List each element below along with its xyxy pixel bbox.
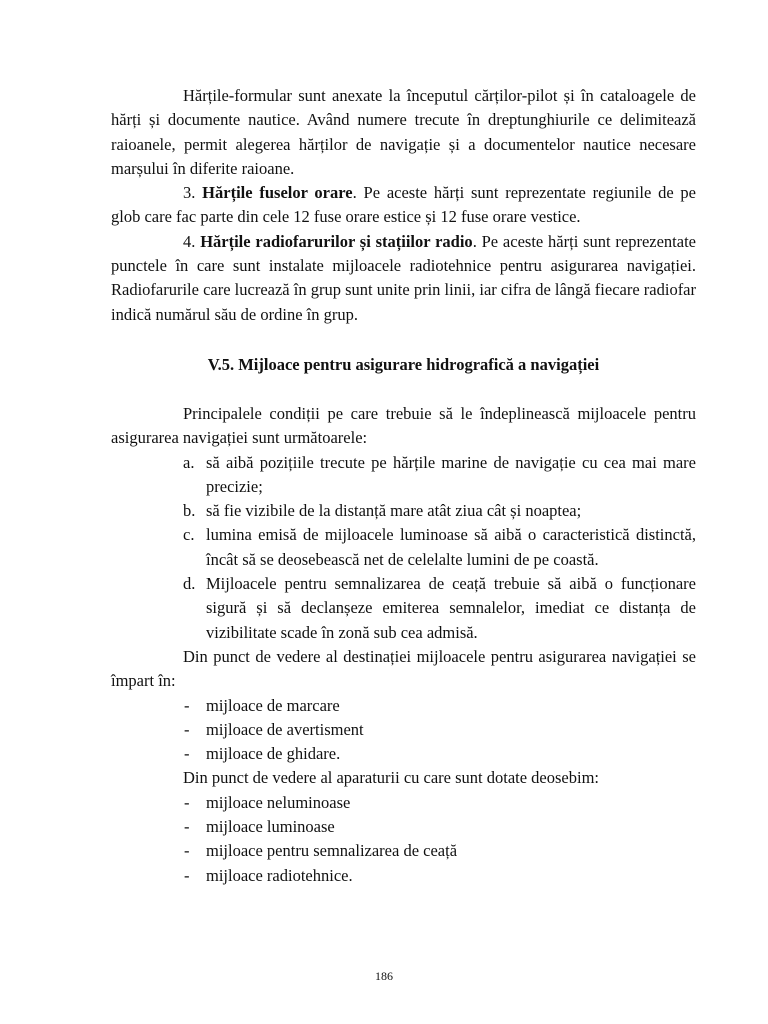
dash-marker: - — [184, 744, 190, 764]
paragraph-radiofaruri — [111, 230, 696, 327]
list-item — [111, 839, 696, 863]
main-section — [111, 402, 696, 888]
list-item — [111, 451, 696, 500]
term-bold: Hărțile fuselor orare — [202, 183, 353, 203]
list-item-text: să fie vizibile de la distanță mare atât ziua cât și noaptea; — [206, 501, 582, 521]
list-item — [111, 718, 696, 742]
list-marker: d. — [183, 574, 196, 594]
list-marker: b. — [183, 501, 196, 521]
item-number: 4. — [183, 231, 196, 251]
term-bold: Hărțile radiofarurilor și stațiilor radio — [200, 231, 473, 251]
list-item-text: mijloace de avertisment — [206, 719, 364, 739]
list-item — [111, 864, 696, 888]
list-item-text: mijloace de marcare — [206, 695, 340, 715]
paragraph-text: . Pe aceste hărți sunt reprezentate regiunile de pe glob care fac parte din cele 12 fuse orare estice și 12 fuse orare vestice. — [111, 183, 697, 227]
dash-marker: - — [184, 841, 190, 861]
top-section — [111, 84, 696, 327]
paragraph-intro: Principalele condiții pe care trebuie să le îndeplinească mijloacele pentru asigurarea navigației sunt următoarele: — [111, 404, 696, 448]
list-item-text: lumina emisă de mijloacele luminoase să aibă o caracteristică distinctă, încât să se deosebească net de celelalte lumini de pe coastă. — [206, 525, 696, 569]
paragraph-text: . Pe aceste hărți sunt reprezentate punctele în care sunt instalate mijloacele radiotehnice pentru asigurarea navigației. Radiofarurile care lucrează în grup sunt unite prin linii, iar cifra de lângă fiecare radiofar indică numărul său de ordine în grup. — [111, 231, 697, 324]
list-item — [111, 572, 696, 645]
list-item-text: Mijloacele pentru semnalizarea de ceață trebuie să aibă o funcționare sigură și să declanșeze emiterea semnalelor, imediat ce distanța de vizibilitate scade în zonă sub cea admisă. — [206, 574, 696, 642]
paragraph-harti-formular: Hărțile-formular sunt anexate la începutul cărților-pilot și în cataloagele de hărți și documente nautice. Având numere trecute în dreptunghiurile ce delimitează raioanele, permit alegerea hărților de navigație și a documentelor nautice necesare marșului în diferite raioane. — [111, 86, 696, 178]
dash-marker: - — [184, 817, 190, 837]
paragraph-fuse-orare — [111, 181, 696, 230]
dash-marker: - — [184, 695, 190, 715]
list-item-text: să aibă pozițiile trecute pe hărțile marine de navigație cu cea mai mare precizie; — [206, 452, 696, 496]
list-marker: a. — [183, 452, 195, 472]
list-item-text: mijloace de ghidare. — [206, 744, 341, 764]
paragraph-destinatie: Din punct de vedere al destinației mijloacele pentru asigurarea navigației se împart în: — [111, 646, 696, 691]
section-heading: V.5. Mijloace pentru asigurare hidrografică a navigației — [207, 355, 600, 374]
list-item-text: mijloace radiotehnice. — [206, 865, 353, 885]
list-item — [111, 742, 696, 766]
list-item — [111, 499, 696, 523]
dash-marker: - — [184, 792, 190, 812]
list-item — [111, 791, 696, 815]
list-item-text: mijloace pentru semnalizarea de ceață — [206, 841, 458, 861]
list-item — [111, 694, 696, 718]
list-item — [111, 523, 696, 572]
list-item-text: mijloace neluminoase — [206, 792, 351, 812]
paragraph-aparatura: Din punct de vedere al aparaturii cu care sunt dotate deosebim: — [183, 768, 599, 788]
page-number: 186 — [375, 969, 393, 983]
item-number: 3. — [183, 183, 196, 203]
dash-marker: - — [184, 865, 190, 885]
list-item — [111, 815, 696, 839]
list-item-text: mijloace luminoase — [206, 817, 335, 837]
dash-marker: - — [184, 719, 190, 739]
list-marker: c. — [183, 525, 195, 545]
